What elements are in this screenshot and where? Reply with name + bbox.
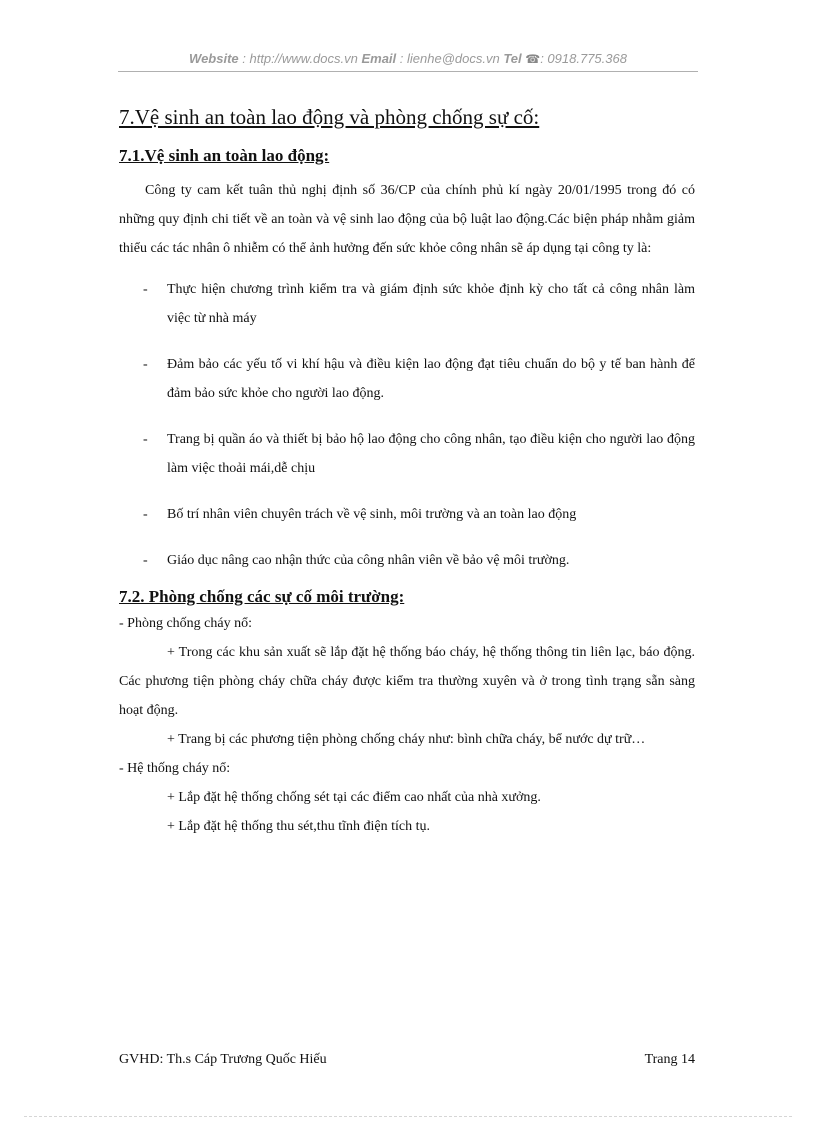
measures-list	[119, 275, 695, 575]
website-value: : http://www.docs.vn	[238, 51, 362, 66]
list-item-text: Giáo dục nâng cao nhận thức của công nhân viên về bảo vệ môi trường.	[167, 553, 570, 568]
list-item-text: Bố trí nhân viên chuyên trách về vệ sinh, môi trường và an toàn lao động	[167, 507, 577, 522]
email-value: : lienhe@docs.vn	[396, 51, 504, 66]
header-divider	[118, 71, 698, 72]
footer-page-number: Trang 14	[644, 1052, 695, 1067]
list-item-text: Trang bị quần áo và thiết bị bảo hộ lao động cho công nhân, tạo điều kiện cho người lao động làm việc thoải mái,dễ chịu	[167, 432, 695, 476]
bullet-dash: -	[143, 282, 148, 297]
list-item-text: Đảm bảo các yếu tố vi khí hậu và điều kiện lao động đạt tiêu chuẩn do bộ y tế ban hành để đảm bảo sức khỏe cho người lao động.	[167, 357, 695, 401]
fire-prevention-label: - Phòng chống cháy nổ:	[119, 616, 252, 631]
document-body	[119, 100, 695, 841]
list-item	[119, 275, 695, 333]
fire-system-label: - Hệ thống cháy nổ:	[119, 761, 231, 776]
page-edge-line	[24, 1116, 792, 1117]
phone-icon: ☎	[525, 52, 541, 66]
website-label: Website	[189, 51, 239, 66]
tel-label: Tel	[503, 51, 522, 66]
bullet-dash: -	[143, 507, 148, 522]
page-header	[118, 51, 698, 66]
tel-value: : 0918.775.368	[540, 51, 627, 66]
system-item: + Lắp đặt hệ thống chống sét tại các điểm cao nhất của nhà xưởng.	[167, 790, 541, 805]
fire-item: + Trong các khu sản xuất sẽ lắp đặt hệ thống báo cháy, hệ thống thông tin liên lạc, báo động. Các phương tiện phòng cháy chữa cháy được kiểm tra thường xuyên và ở trong tình trạng sẵn sàng hoạt động.	[119, 645, 695, 718]
subsection-title-7-1: 7.1.Vệ sinh an toàn lao động:	[119, 146, 330, 165]
intro-paragraph: Công ty cam kết tuân thủ nghị định số 36/CP của chính phủ kí ngày 20/01/1995 trong đó có những quy định chi tiết về an toàn và vệ sinh lao động của bộ luật lao động.Các biện pháp nhằm giảm thiểu các tác nhân ô nhiễm có thể ảnh hưởng đến sức khỏe công nhân sẽ áp dụng tại công ty là:	[119, 183, 695, 256]
footer-advisor: GVHD: Th.s Cáp Trương Quốc Hiếu	[119, 1052, 327, 1067]
list-item	[119, 546, 695, 575]
section-title: 7.Vệ sinh an toàn lao động và phòng chống sự cố:	[119, 105, 540, 129]
bullet-dash: -	[143, 553, 148, 568]
subsection-title-7-2: 7.2. Phòng chống các sự cố môi trường:	[119, 587, 405, 606]
system-item: + Lắp đặt hệ thống thu sét,thu tĩnh điện tích tụ.	[167, 819, 430, 834]
list-item	[119, 500, 695, 529]
list-item-text: Thực hiện chương trình kiểm tra và giám định sức khỏe định kỳ cho tất cả công nhân làm việc từ nhà máy	[167, 282, 695, 326]
fire-item: + Trang bị các phương tiện phòng chống cháy như: bình chữa cháy, bể nước dự trữ…	[167, 732, 646, 747]
list-item	[119, 350, 695, 408]
email-label: Email	[361, 51, 397, 66]
bullet-dash: -	[143, 357, 148, 372]
list-item	[119, 425, 695, 483]
bullet-dash: -	[143, 432, 148, 447]
